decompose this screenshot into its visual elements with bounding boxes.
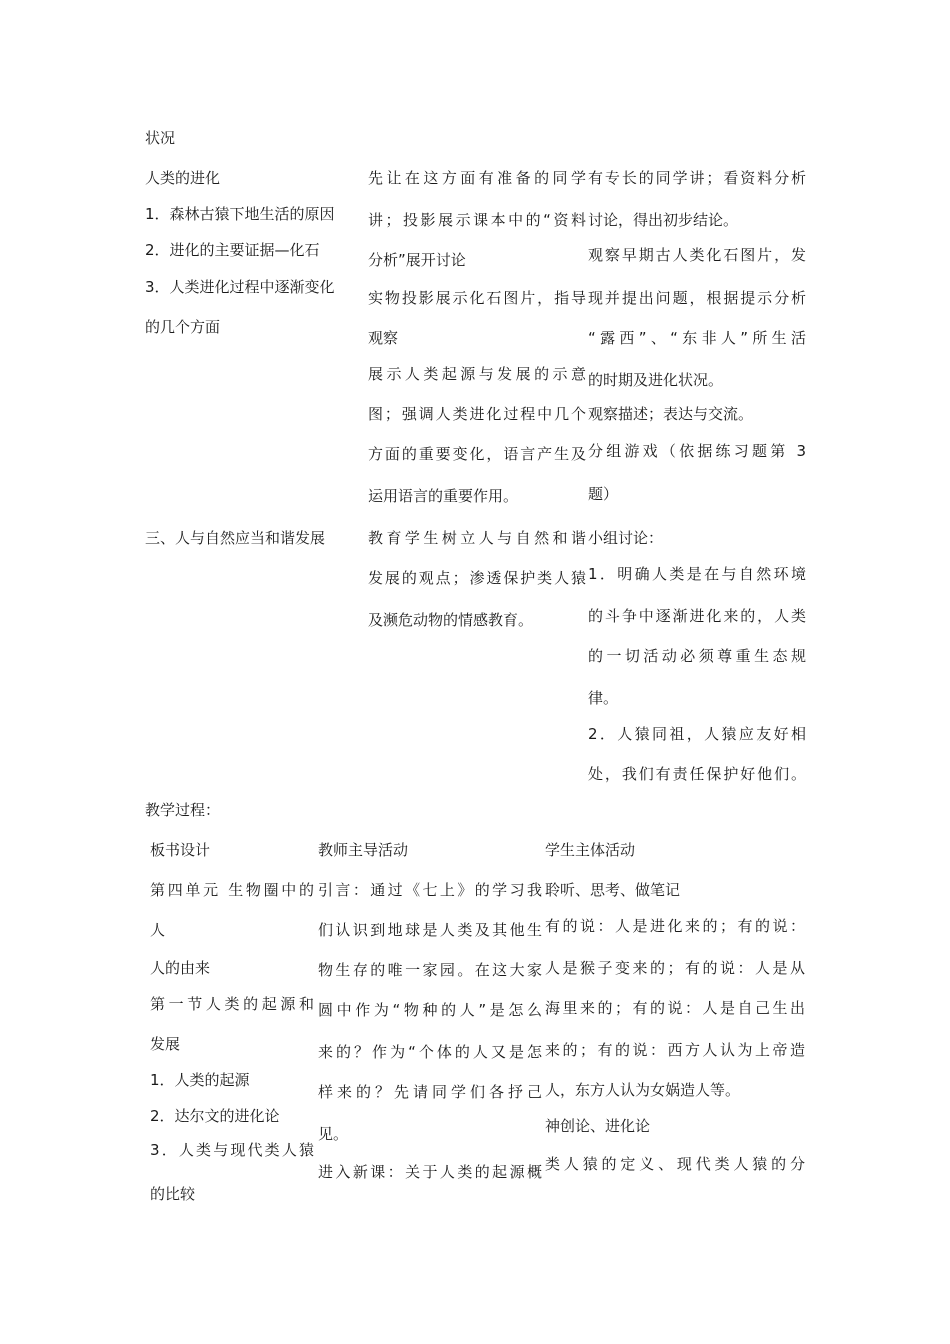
s2-col2-line: 物生存的唯一家园。在这大家: [318, 961, 542, 979]
s2-col1-line: 人的由来: [150, 959, 211, 977]
s1-col3-line: 的一切活动必须尊重生态规: [588, 647, 806, 665]
s2-col1-line: 3．人类与现代类人猿: [150, 1141, 314, 1159]
column-header-teacher-activity: 教师主导活动: [318, 841, 409, 859]
s1-col2-line: 运用语言的重要作用。: [368, 487, 519, 505]
top-label: 状况: [145, 129, 176, 147]
s1-col3-line: 现并提出问题，根据提示分析: [588, 289, 806, 307]
s1-col2-line: 先让在这方面有准备的同学: [368, 169, 586, 187]
s1-col1-line: 人类的进化: [145, 169, 221, 187]
s1-col2-line: 观察: [368, 329, 399, 347]
s2-col3-line: 来的；有的说：西方人认为上帝造: [545, 1041, 805, 1059]
s1-col2-line: 及濒危动物的情感教育。: [368, 611, 534, 629]
s2-col1-line: 1．人类的起源: [150, 1071, 250, 1089]
s1-col2-line: 实物投影展示化石图片，指导: [368, 289, 586, 307]
s2-col2-line: 来的？作为“个体的人又是怎: [318, 1043, 542, 1061]
s2-col3-line: 人是猴子变来的；有的说：人是从: [545, 959, 805, 977]
s2-col1-line: 发展: [150, 1035, 181, 1053]
s1-col2-line: 分析”展开讨论: [368, 251, 466, 269]
s1-col1-line: 1．森林古猿下地生活的原因: [145, 205, 335, 223]
s1-col2-line: 图；强调人类进化过程中几个: [368, 405, 586, 423]
s2-col2-line: 圆中作为“物种的人”是怎么: [318, 1001, 542, 1019]
s2-col1-line: 2．达尔文的进化论: [150, 1107, 280, 1125]
s1-col1-line: 三、人与自然应当和谐发展: [145, 529, 326, 547]
s2-col3-line: 有的说：人是进化来的；有的说：: [545, 917, 805, 935]
s1-col3-line: 题）: [588, 485, 619, 503]
teaching-process-heading: 教学过程：: [145, 801, 221, 819]
s2-col2-line: 引言：通过《七上》的学习我: [318, 881, 542, 899]
s1-col1-line: 3．人类进化过程中逐渐变化: [145, 278, 335, 296]
s2-col3-line: 神创论、进化论: [545, 1117, 651, 1135]
s1-col3-line: 小组讨论：: [588, 529, 664, 547]
s1-col1-line: 的几个方面: [145, 318, 221, 336]
s2-col3-line: 海里来的；有的说：人是自己生出: [545, 999, 805, 1017]
s2-col1-line: 的比较: [150, 1185, 196, 1203]
s1-col2-line: 讲；投影展示课本中的“资料: [368, 211, 586, 229]
s2-col3-line: 人，东方人认为女娲造人等。: [545, 1081, 741, 1099]
s1-col3-line: 的时期及进化状况。: [588, 371, 724, 389]
s2-col2-line: 样来的？先请同学们各抒己: [318, 1083, 542, 1101]
s1-col3-line: 观察早期古人类化石图片，发: [588, 246, 806, 264]
s1-col3-line: 1．明确人类是在与自然环境: [588, 565, 806, 583]
s1-col3-line: 的斗争中逐渐进化来的，人类: [588, 607, 806, 625]
s1-col3-line: 处，我们有责任保护好他们。: [588, 765, 806, 783]
s1-col3-line: 2．人猿同祖，人猿应友好相: [588, 725, 806, 743]
s2-col2-line: 进入新课：关于人类的起源概: [318, 1163, 542, 1181]
s2-col1-line: 第四单元 生物圈中的: [150, 881, 314, 899]
column-header-student-activity: 学生主体活动: [545, 841, 636, 859]
s1-col3-line: 观察描述；表达与交流。: [588, 405, 754, 423]
s1-col1-line: 2．进化的主要证据—化石: [145, 241, 320, 259]
s1-col3-line: 分组游戏（依据练习题第 3: [588, 442, 806, 460]
s1-col3-line: 有专长的同学讲；看资料分析: [588, 169, 806, 187]
s1-col3-line: 律。: [588, 689, 619, 707]
s1-col2-line: 展示人类起源与发展的示意: [368, 365, 586, 383]
s2-col3-line: 类人猿的定义、现代类人猿的分: [545, 1155, 805, 1173]
s1-col2-line: 发展的观点；渗透保护类人猿: [368, 569, 586, 587]
s1-col2-line: 教育学生树立人与自然和谐: [368, 529, 586, 547]
s2-col1-line: 第一节人类的起源和: [150, 995, 314, 1013]
s2-col1-line: 人: [150, 921, 166, 939]
column-header-board-design: 板书设计: [150, 841, 211, 859]
s1-col2-line: 方面的重要变化，语言产生及: [368, 445, 586, 463]
s1-col3-line: “露西”、“东非人”所生活: [588, 329, 806, 347]
s2-col2-line: 见。: [318, 1125, 349, 1143]
s2-col2-line: 们认识到地球是人类及其他生: [318, 921, 542, 939]
s1-col3-line: 讨论，得出初步结论。: [588, 211, 739, 229]
s2-col3-line: 聆听、思考、做笔记: [545, 881, 681, 899]
